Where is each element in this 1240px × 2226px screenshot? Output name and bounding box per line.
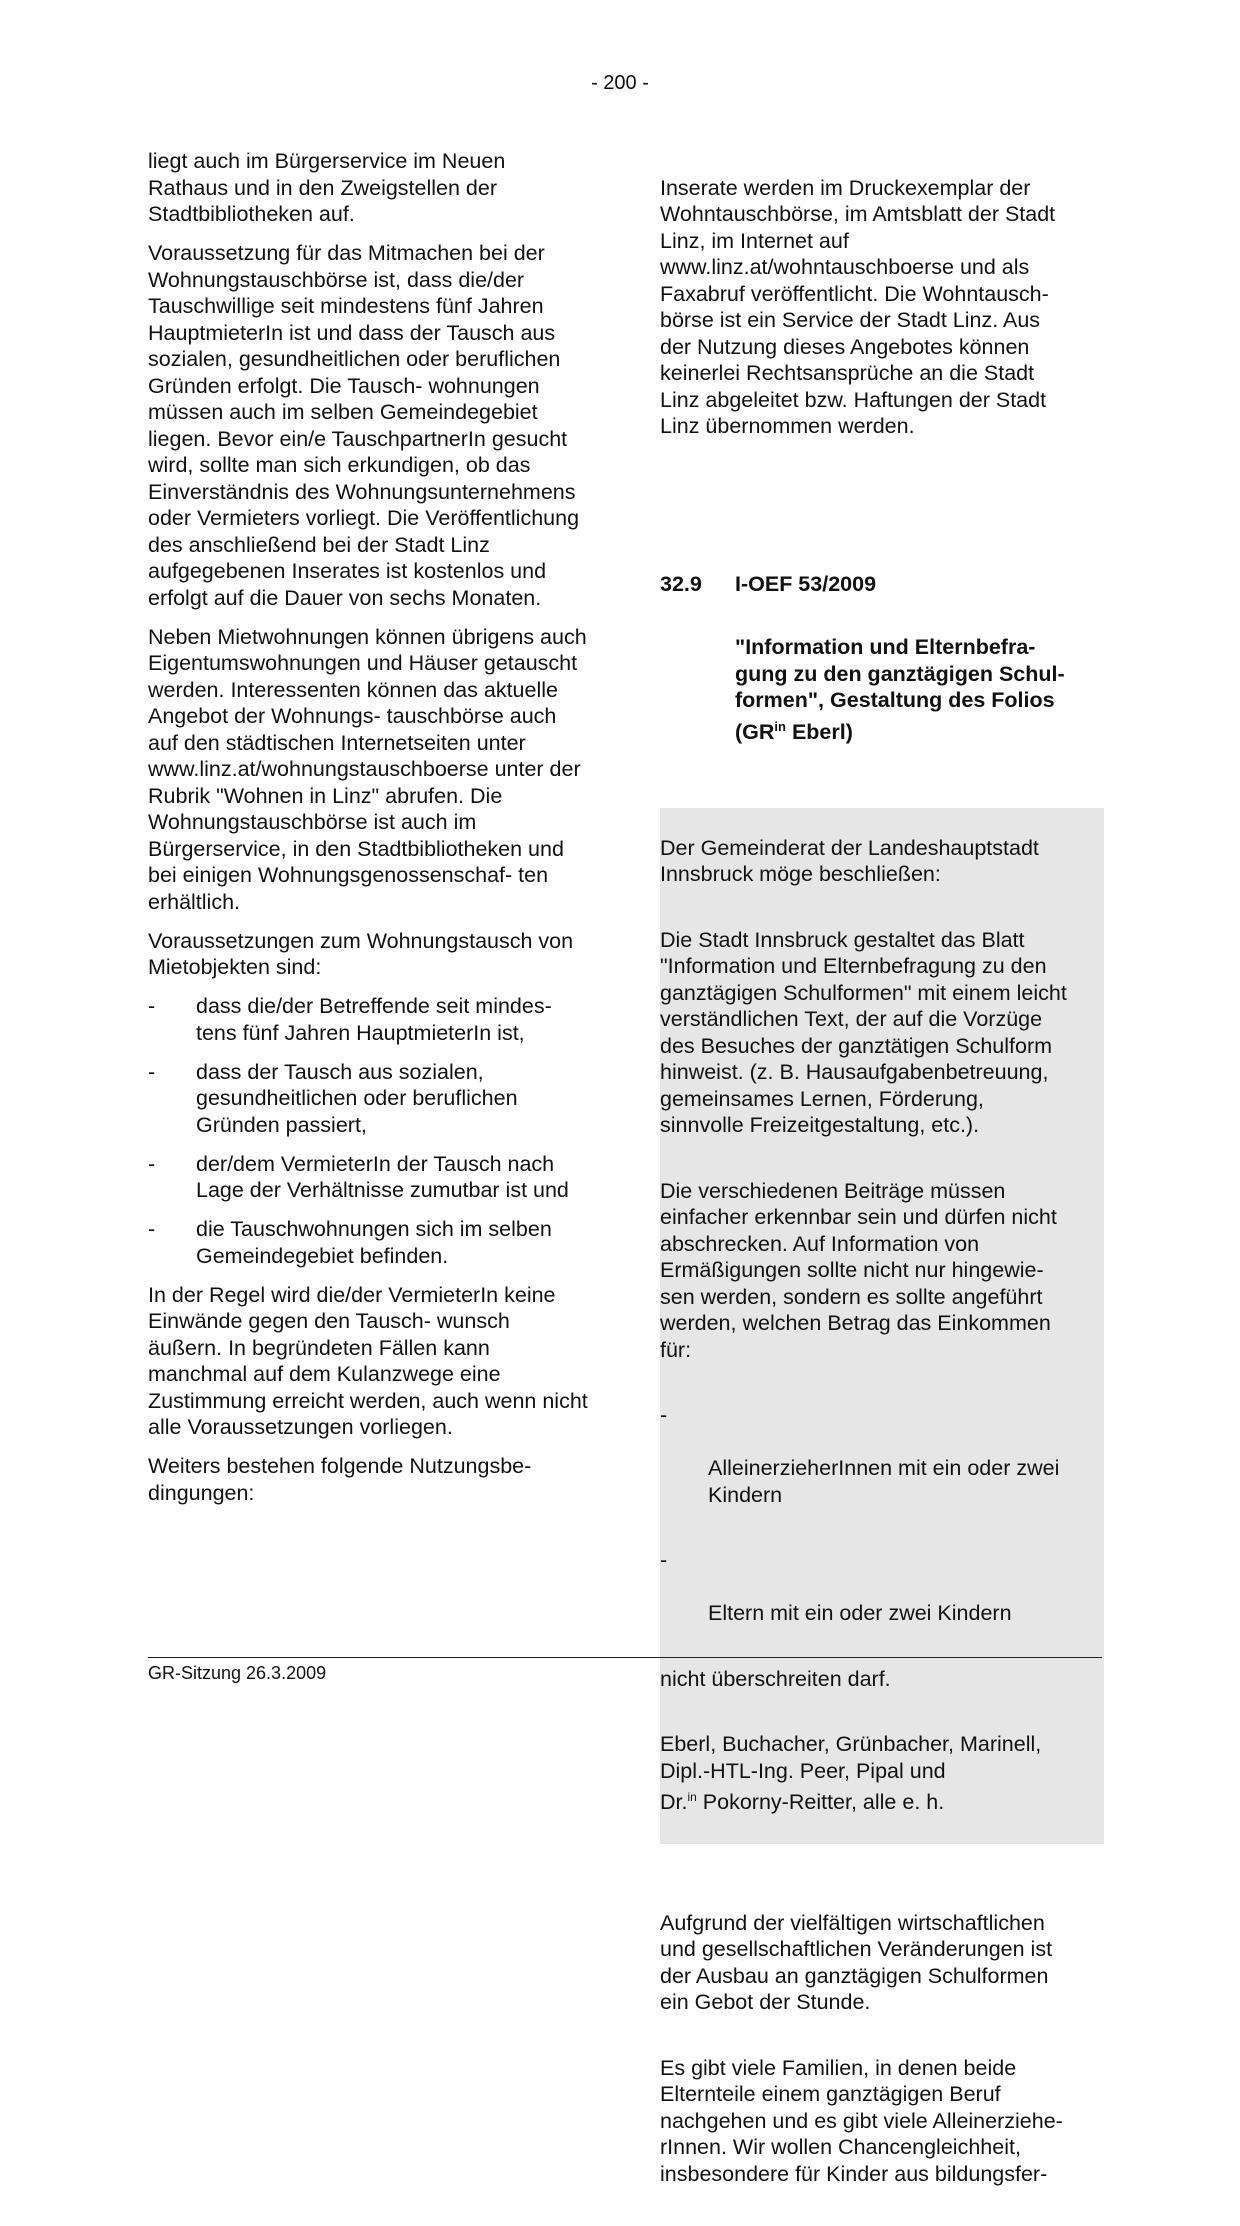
list-item-text: der/dem VermieterIn der Tausch nach Lage der Verhältnisse zumutbar ist und — [196, 1151, 569, 1202]
paragraph: Voraussetzungen zum Wohnungstausch von Mietobjekten sind: — [148, 928, 574, 979]
signers-text-end: Pokorny-Reitter, alle e. h. — [696, 1790, 945, 1815]
motion-paragraph: Die Stadt Innsbruck gestaltet das Blatt "Information und Elternbefragung zu den ganztägigen Schulformen" mit einem leicht verständlichen Text, der auf die Vorzüge des Besuches der ganztätigen Schulform hinweist. (z. B. Hausaufgabenbetreuung, gemeinsames Lernen, Förderung, sinnvolle Freizeitgestaltung, etc.). — [660, 927, 1067, 1138]
paragraph: In der Regel wird die/der VermieterIn keine Einwände gegen den Tausch- wunsch äußern. In begründeten Fällen kann manchmal auf dem Kulanzwege eine Zustimmung erreicht werden, auch wenn nicht alle Voraussetzungen vorliegen. — [148, 1282, 588, 1439]
list-item — [148, 993, 588, 1046]
section-code: I-OEF 53/2009 — [735, 572, 877, 596]
motion-paragraph: Die verschiedenen Beiträge müssen einfacher erkennbar sein und dürfen nicht abschrecken. Auf Information von Ermäßigungen sollte nicht nur hingewie- sen werden, sondern es sollte angeführt werden, welchen Betrag das Einkommen für: — [660, 1178, 1057, 1362]
motion-box — [660, 808, 1104, 1844]
title-superscript: in — [774, 718, 786, 734]
paragraph: liegt auch im Bürgerservice im Neuen Rathaus und in den Zweigstellen der Stadtbibliotheken auf. — [148, 149, 506, 226]
list-item — [660, 1547, 1104, 1627]
list-item — [148, 1059, 588, 1139]
list-item — [148, 1151, 588, 1204]
paragraph: Neben Mietwohnungen können übrigens auch Eigentumswohnungen und Häuser getauscht werden. Interessenten können das aktuelle Angebot der Wohnungs- tauschbörse auch auf den städtischen Internetseiten unter www.linz.at/wohnungstauschboerse unter der Rubrik "Wohnen in Linz" abrufen. Die Wohnungstauschbörse ist auch im Bürgerservice, in den Stadtbibliotheken und bei einigen Wohnungsgenossenschaf- ten erhältlich. — [148, 624, 587, 914]
section-heading — [660, 571, 1100, 598]
list-item-text: Eltern mit ein oder zwei Kindern — [708, 1601, 1012, 1626]
paragraph: Voraussetzung für das Mitmachen bei der Wohnungstauschbörse ist, dass die/der Tauschwillige seit mindestens fünf Jahren HauptmieterIn ist und dass der Tausch aus sozialen, gesundheitlichen oder beruflichen Gründen erfolgt. Die Tausch- wohnungen müssen auch im selben Gemeindegebiet liegen. Bevor ein/e TauschpartnerIn gesucht wird, sollte man sich erkundigen, ob das Einverständnis des Wohnungsunternehmens oder Vermieters vorliegt. Die Veröffentlichung des anschließend bei der Stadt Linz aufgegebenen Inserates ist kostenlos und erfolgt auf die Dauer von sechs Monaten. — [148, 241, 580, 610]
list-dash: - — [660, 1403, 668, 1428]
footer-text: GR-Sitzung 26.3.2009 — [148, 1663, 327, 1683]
left-column — [148, 148, 588, 1519]
list-dash: - — [148, 1217, 156, 1241]
list-item — [148, 1216, 588, 1269]
paragraph: Inserate werden im Druckexemplar der Wohntauschbörse, im Amtsblatt der Stadt Linz, im Internet auf www.linz.at/wohntauschboerse und als Faxabruf veröffentlicht. Die Wohntausch- börse ist ein Service der Stadt Linz. Aus der Nutzung dieses Angebotes können keinerlei Rechtsansprüche an die Stadt Linz abgeleitet bzw. Haftungen der Stadt Linz übernommen werden. — [660, 175, 1056, 438]
paragraph: Weiters bestehen folgende Nutzungsbe- dingungen: — [148, 1454, 532, 1505]
signers-text: Eberl, Buchacher, Grünbacher, Marinell, Dipl.-HTL-Ing. Peer, Pipal und Dr. — [660, 1732, 1042, 1815]
paragraph: Aufgrund der vielfältigen wirtschaftlichen und gesellschaftlichen Veränderungen ist der Ausbau an ganztägigen Schulformen ein Gebot der Stunde. — [660, 1910, 1053, 2015]
motion-intro: Der Gemeinderat der Landeshauptstadt Innsbruck möge beschließen: — [660, 835, 1039, 887]
section-number: 32.9 — [660, 572, 702, 596]
list-dash: - — [148, 1059, 156, 1084]
list-item-text: AlleinerzieherInnen mit ein oder zwei Kindern — [708, 1456, 1060, 1507]
section-title — [660, 634, 1100, 745]
signers — [660, 1731, 1104, 1818]
page-number: - 200 - — [591, 72, 649, 94]
motion-close: nicht überschreiten darf. — [660, 1666, 891, 1691]
section-title-end: Eberl) — [785, 719, 853, 744]
section-title-text: "Information und Elternbefra- gung zu den ganztägigen Schul- formen", Gestaltung des Folios (GR — [735, 635, 1065, 744]
list-item-text: dass die/der Betreffende seit mindes- tens fünf Jahren HauptmieterIn ist, — [196, 994, 552, 1045]
list-dash: - — [660, 1548, 668, 1573]
right-column — [660, 148, 1100, 2226]
list-item-text: dass der Tausch aus sozialen, gesundheitlichen oder beruflichen Gründen passiert, — [196, 1059, 518, 1137]
footer-divider — [148, 1657, 1102, 1658]
signers-superscript: in — [687, 1790, 697, 1805]
paragraph: Es gibt viele Familien, in denen beide Elternteile einem ganztägigen Beruf nachgehen und es gibt viele Alleinerziehe- rInnen. Wir wollen Chancengleichheit, insbesondere für Kinder aus bildungsfer- — [660, 2055, 1063, 2186]
list-item — [660, 1402, 1104, 1508]
list-dash: - — [148, 994, 156, 1018]
list-dash: - — [148, 1151, 156, 1176]
list-item-text: die Tauschwohnungen sich im selben Gemeindegebiet befinden. — [196, 1217, 552, 1268]
